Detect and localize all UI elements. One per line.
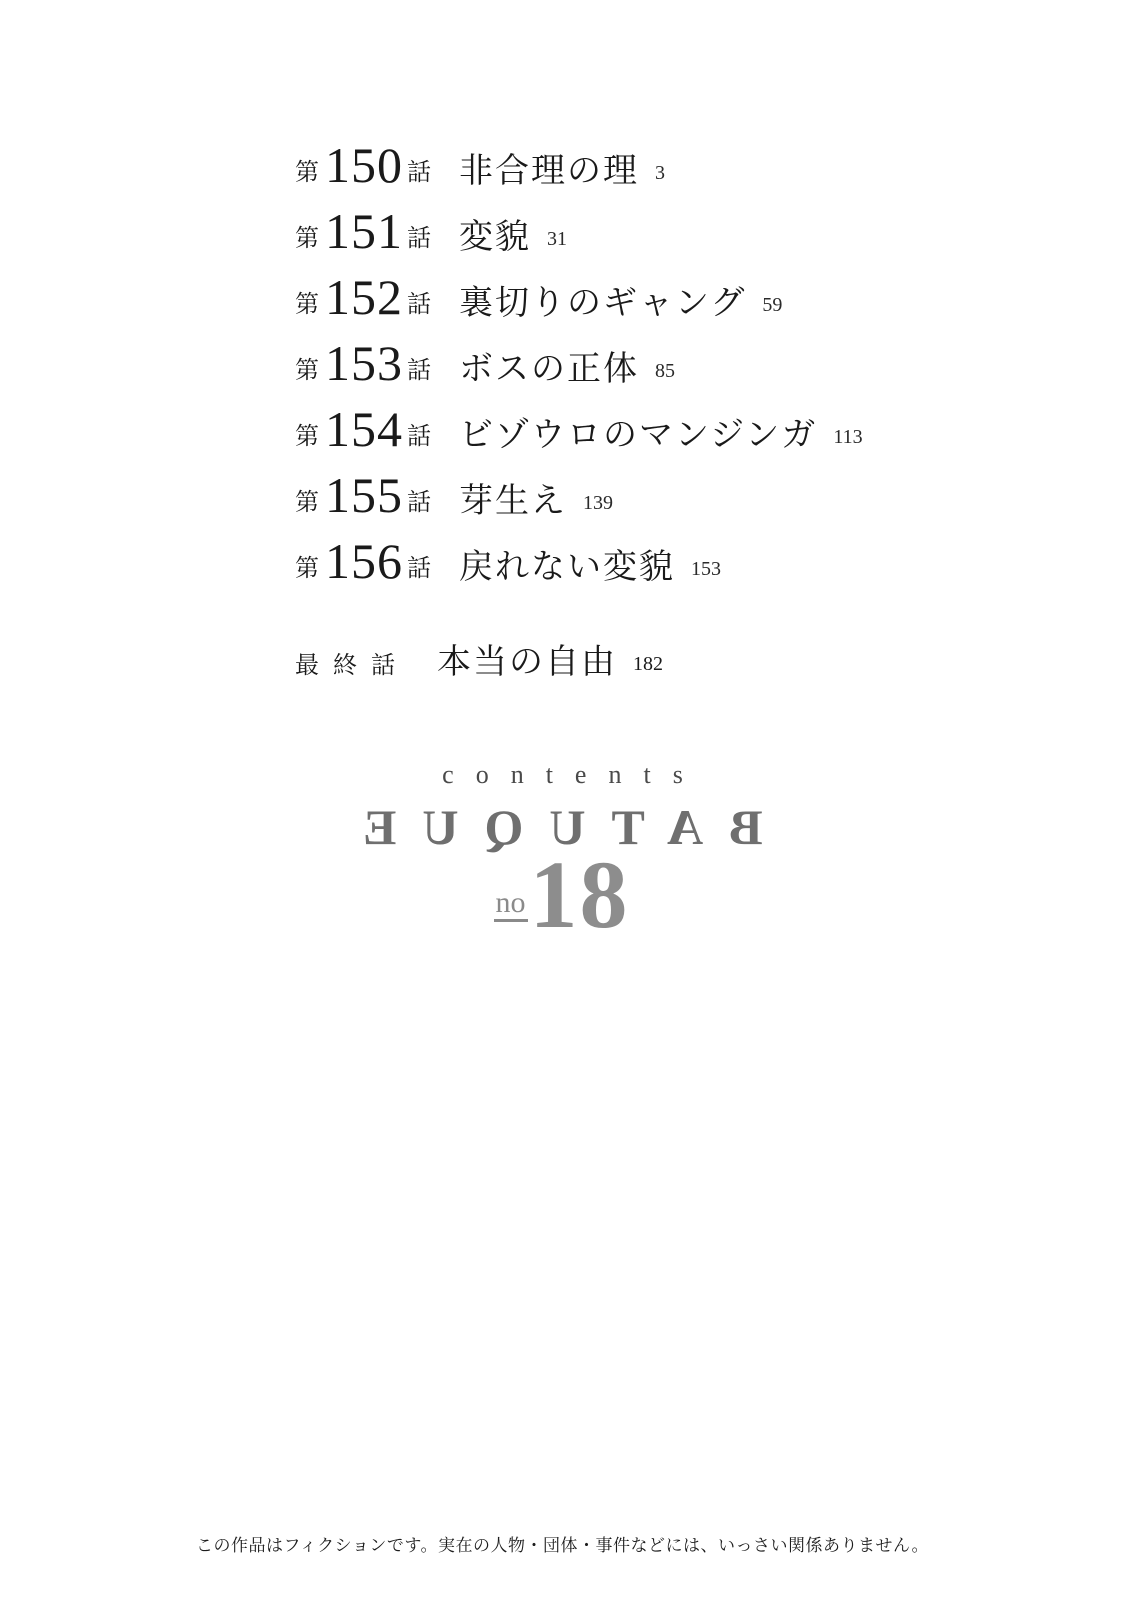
episode-label bbox=[295, 137, 431, 193]
final-episode-page-number: 182 bbox=[633, 653, 663, 675]
toc-entry[interactable] bbox=[0, 335, 1125, 391]
final-episode-title: 本当の自由 bbox=[437, 644, 617, 681]
episode-label bbox=[295, 533, 431, 589]
volume-number: 18 bbox=[529, 841, 630, 948]
episode-prefix: 第 bbox=[295, 358, 319, 384]
episode-page-number: 59 bbox=[762, 294, 783, 316]
episode-suffix: 話 bbox=[407, 556, 431, 582]
episode-suffix: 話 bbox=[407, 424, 431, 450]
episode-number: 151 bbox=[325, 203, 403, 259]
toc-entry[interactable] bbox=[0, 533, 1125, 589]
episode-page-number: 139 bbox=[583, 492, 613, 514]
episode-number: 156 bbox=[325, 533, 403, 589]
episode-number: 150 bbox=[325, 137, 403, 193]
episode-page-number: 85 bbox=[655, 360, 675, 382]
volume-prefix bbox=[494, 886, 528, 920]
episode-page-number: 113 bbox=[833, 426, 863, 448]
episode-label bbox=[295, 335, 431, 391]
toc-entry-final[interactable] bbox=[0, 634, 1125, 683]
episode-prefix: 第 bbox=[295, 490, 319, 516]
episode-prefix: 第 bbox=[295, 424, 319, 450]
series-title-logo: BATUQUE bbox=[336, 799, 763, 855]
toc-entry[interactable] bbox=[0, 269, 1125, 325]
episode-label bbox=[295, 203, 431, 259]
episode-title: 変貌 bbox=[459, 219, 531, 256]
episode-suffix: 話 bbox=[407, 226, 431, 252]
episode-title: 裏切りのギャング bbox=[459, 285, 747, 322]
episode-number: 153 bbox=[325, 335, 403, 391]
table-of-contents bbox=[0, 137, 1125, 697]
toc-entry[interactable] bbox=[0, 203, 1125, 259]
episode-number: 154 bbox=[325, 401, 403, 457]
episode-title: ビゾウロのマンジンガ bbox=[459, 417, 818, 454]
episode-page-number: 3 bbox=[655, 162, 665, 184]
episode-number: 152 bbox=[325, 269, 403, 325]
episode-prefix: 第 bbox=[295, 292, 319, 318]
episode-prefix: 第 bbox=[295, 226, 319, 252]
fiction-disclaimer: この作品はフィクションです。実在の人物・団体・事件などには、いっさい関係ありません。 bbox=[196, 1536, 929, 1556]
episode-prefix: 第 bbox=[295, 160, 319, 186]
toc-entry[interactable] bbox=[0, 401, 1125, 457]
episode-label bbox=[295, 401, 431, 457]
episode-title: 芽生え bbox=[459, 483, 567, 520]
episode-label bbox=[295, 269, 431, 325]
toc-entry[interactable] bbox=[0, 467, 1125, 523]
toc-entry[interactable] bbox=[0, 137, 1125, 193]
episode-label bbox=[295, 467, 431, 523]
episode-title: ボスの正体 bbox=[459, 351, 639, 388]
episode-title: 戻れない変貌 bbox=[459, 549, 675, 586]
episode-suffix: 話 bbox=[407, 160, 431, 186]
episode-page-number: 153 bbox=[691, 558, 721, 580]
episode-suffix: 話 bbox=[407, 292, 431, 318]
episode-prefix: 第 bbox=[295, 556, 319, 582]
episode-suffix: 話 bbox=[407, 358, 431, 384]
volume-prefix-text: no bbox=[494, 886, 528, 922]
final-episode-label: 最終話 bbox=[295, 653, 409, 679]
episode-page-number: 31 bbox=[547, 228, 567, 250]
contents-heading: contents bbox=[442, 760, 705, 789]
episode-number: 155 bbox=[325, 467, 403, 523]
episode-suffix: 話 bbox=[407, 490, 431, 516]
volume-marker bbox=[0, 841, 1125, 948]
series-logo-block bbox=[0, 760, 1125, 948]
episode-title: 非合理の理 bbox=[459, 153, 639, 190]
